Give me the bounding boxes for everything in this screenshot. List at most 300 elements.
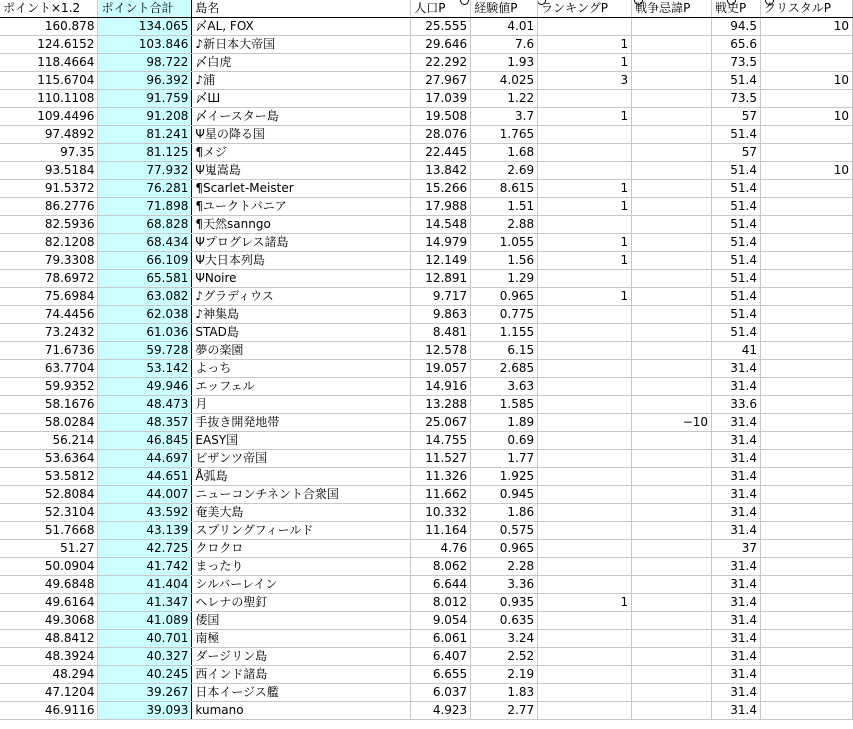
points-x1-2-cell[interactable]: 97.4892 — [0, 126, 98, 144]
population-points-cell[interactable]: 6.037 — [411, 684, 471, 702]
points-x1-2-cell[interactable]: 48.3924 — [0, 648, 98, 666]
crystal-points-cell[interactable] — [761, 216, 853, 234]
war-avoidance-points-cell[interactable] — [632, 252, 712, 270]
points-x1-2-cell[interactable]: 71.6736 — [0, 342, 98, 360]
points-total-cell[interactable]: 61.036 — [98, 324, 192, 342]
points-total-cell[interactable]: 44.697 — [98, 450, 192, 468]
points-x1-2-cell[interactable]: 97.35 — [0, 144, 98, 162]
points-total-cell[interactable]: 40.327 — [98, 648, 192, 666]
experience-points-cell[interactable]: 7.6 — [471, 36, 538, 54]
war-history-points-cell[interactable]: 51.4 — [712, 288, 761, 306]
island-name-cell[interactable]: ニューコンチネント合衆国 — [192, 486, 411, 504]
population-points-cell[interactable]: 22.292 — [411, 54, 471, 72]
crystal-points-cell[interactable] — [761, 702, 853, 720]
population-points-cell[interactable]: 25.067 — [411, 414, 471, 432]
points-x1-2-cell[interactable]: 93.5184 — [0, 162, 98, 180]
war-history-points-cell[interactable]: 57 — [712, 108, 761, 126]
crystal-points-cell[interactable] — [761, 288, 853, 306]
population-points-cell[interactable]: 19.057 — [411, 360, 471, 378]
experience-points-cell[interactable]: 1.155 — [471, 324, 538, 342]
ranking-points-cell[interactable] — [538, 666, 632, 684]
war-avoidance-points-cell[interactable] — [632, 18, 712, 36]
population-points-cell[interactable]: 11.164 — [411, 522, 471, 540]
ranking-points-cell[interactable] — [538, 486, 632, 504]
experience-points-cell[interactable]: 1.29 — [471, 270, 538, 288]
ranking-points-cell[interactable]: 3 — [538, 72, 632, 90]
points-total-cell[interactable]: 43.592 — [98, 504, 192, 522]
war-avoidance-points-cell[interactable] — [632, 234, 712, 252]
population-points-cell[interactable]: 14.548 — [411, 216, 471, 234]
war-avoidance-points-cell[interactable] — [632, 486, 712, 504]
points-x1-2-cell[interactable]: 46.9116 — [0, 702, 98, 720]
experience-points-cell[interactable]: 0.945 — [471, 486, 538, 504]
ranking-points-cell[interactable]: 1 — [538, 594, 632, 612]
ranking-points-cell[interactable] — [538, 702, 632, 720]
war-avoidance-points-cell[interactable] — [632, 270, 712, 288]
island-name-cell[interactable]: Ψ嵬嵩島 — [192, 162, 411, 180]
war-avoidance-points-cell[interactable] — [632, 576, 712, 594]
population-points-cell[interactable]: 8.062 — [411, 558, 471, 576]
points-total-cell[interactable]: 59.728 — [98, 342, 192, 360]
crystal-points-cell[interactable] — [761, 630, 853, 648]
crystal-points-cell[interactable] — [761, 36, 853, 54]
points-x1-2-cell[interactable]: 82.1208 — [0, 234, 98, 252]
experience-points-cell[interactable]: 1.51 — [471, 198, 538, 216]
population-points-cell[interactable]: 27.967 — [411, 72, 471, 90]
points-total-cell[interactable]: 41.089 — [98, 612, 192, 630]
crystal-points-cell[interactable] — [761, 612, 853, 630]
points-total-cell[interactable]: 98.722 — [98, 54, 192, 72]
war-avoidance-points-cell[interactable] — [632, 684, 712, 702]
ranking-points-cell[interactable] — [538, 360, 632, 378]
crystal-points-cell[interactable] — [761, 504, 853, 522]
island-name-cell[interactable]: 〆Ш — [192, 90, 411, 108]
war-history-points-cell[interactable]: 51.4 — [712, 306, 761, 324]
points-total-cell[interactable]: 65.581 — [98, 270, 192, 288]
experience-points-cell[interactable]: 4.01 — [471, 18, 538, 36]
points-total-cell[interactable]: 48.357 — [98, 414, 192, 432]
population-points-cell[interactable]: 11.527 — [411, 450, 471, 468]
header-war-history-points[interactable]: 戦史P — [712, 0, 761, 18]
war-history-points-cell[interactable]: 73.5 — [712, 54, 761, 72]
header-experience-points[interactable]: 経験値P — [471, 0, 538, 18]
experience-points-cell[interactable]: 0.635 — [471, 612, 538, 630]
ranking-points-cell[interactable] — [538, 450, 632, 468]
points-x1-2-cell[interactable]: 74.4456 — [0, 306, 98, 324]
war-history-points-cell[interactable]: 31.4 — [712, 684, 761, 702]
island-name-cell[interactable]: 月 — [192, 396, 411, 414]
island-name-cell[interactable]: 〆イースター島 — [192, 108, 411, 126]
island-name-cell[interactable]: kumano — [192, 702, 411, 720]
island-name-cell[interactable]: Å弧島 — [192, 468, 411, 486]
points-total-cell[interactable]: 40.701 — [98, 630, 192, 648]
war-history-points-cell[interactable]: 51.4 — [712, 162, 761, 180]
island-name-cell[interactable]: 〆AL, FOX — [192, 18, 411, 36]
island-name-cell[interactable]: 奄美大島 — [192, 504, 411, 522]
war-avoidance-points-cell[interactable] — [632, 396, 712, 414]
war-history-points-cell[interactable]: 51.4 — [712, 198, 761, 216]
experience-points-cell[interactable]: 2.88 — [471, 216, 538, 234]
island-name-cell[interactable]: ビザンツ帝国 — [192, 450, 411, 468]
points-x1-2-cell[interactable]: 49.6164 — [0, 594, 98, 612]
experience-points-cell[interactable]: 3.63 — [471, 378, 538, 396]
war-history-points-cell[interactable]: 31.4 — [712, 378, 761, 396]
ranking-points-cell[interactable]: 1 — [538, 180, 632, 198]
island-name-cell[interactable]: ¶ユークトバニア — [192, 198, 411, 216]
ranking-points-cell[interactable] — [538, 576, 632, 594]
island-name-cell[interactable]: Ψプログレス諸島 — [192, 234, 411, 252]
population-points-cell[interactable]: 25.555 — [411, 18, 471, 36]
war-avoidance-points-cell[interactable] — [632, 702, 712, 720]
ranking-points-cell[interactable] — [538, 324, 632, 342]
crystal-points-cell[interactable] — [761, 378, 853, 396]
experience-points-cell[interactable]: 1.765 — [471, 126, 538, 144]
ranking-points-cell[interactable]: 1 — [538, 234, 632, 252]
population-points-cell[interactable]: 6.655 — [411, 666, 471, 684]
island-name-cell[interactable]: シルバーレイン — [192, 576, 411, 594]
war-history-points-cell[interactable]: 94.5 — [712, 18, 761, 36]
population-points-cell[interactable]: 12.891 — [411, 270, 471, 288]
points-x1-2-cell[interactable]: 118.4664 — [0, 54, 98, 72]
points-total-cell[interactable]: 63.082 — [98, 288, 192, 306]
crystal-points-cell[interactable] — [761, 468, 853, 486]
crystal-points-cell[interactable] — [761, 522, 853, 540]
points-x1-2-cell[interactable]: 73.2432 — [0, 324, 98, 342]
war-avoidance-points-cell[interactable] — [632, 342, 712, 360]
points-x1-2-cell[interactable]: 110.1108 — [0, 90, 98, 108]
ranking-points-cell[interactable] — [538, 162, 632, 180]
war-avoidance-points-cell[interactable] — [632, 288, 712, 306]
population-points-cell[interactable]: 17.988 — [411, 198, 471, 216]
war-history-points-cell[interactable]: 31.4 — [712, 612, 761, 630]
points-x1-2-cell[interactable]: 47.1204 — [0, 684, 98, 702]
points-x1-2-cell[interactable]: 50.0904 — [0, 558, 98, 576]
island-name-cell[interactable]: ¶天然sanngo — [192, 216, 411, 234]
experience-points-cell[interactable]: 1.925 — [471, 468, 538, 486]
crystal-points-cell[interactable]: 10 — [761, 72, 853, 90]
ranking-points-cell[interactable] — [538, 306, 632, 324]
points-total-cell[interactable]: 68.828 — [98, 216, 192, 234]
island-name-cell[interactable]: Ψ星の降る国 — [192, 126, 411, 144]
points-x1-2-cell[interactable]: 48.294 — [0, 666, 98, 684]
crystal-points-cell[interactable] — [761, 270, 853, 288]
ranking-points-cell[interactable] — [538, 540, 632, 558]
war-history-points-cell[interactable]: 73.5 — [712, 90, 761, 108]
ranking-points-cell[interactable] — [538, 342, 632, 360]
population-points-cell[interactable]: 9.054 — [411, 612, 471, 630]
island-name-cell[interactable]: ダージリン島 — [192, 648, 411, 666]
points-total-cell[interactable]: 41.404 — [98, 576, 192, 594]
experience-points-cell[interactable]: 4.025 — [471, 72, 538, 90]
points-x1-2-cell[interactable]: 79.3308 — [0, 252, 98, 270]
population-points-cell[interactable]: 13.288 — [411, 396, 471, 414]
ranking-points-cell[interactable] — [538, 396, 632, 414]
crystal-points-cell[interactable] — [761, 198, 853, 216]
population-points-cell[interactable]: 15.266 — [411, 180, 471, 198]
experience-points-cell[interactable]: 1.83 — [471, 684, 538, 702]
header-island-name[interactable]: 島名 — [192, 0, 411, 18]
island-name-cell[interactable]: よっち — [192, 360, 411, 378]
points-x1-2-cell[interactable]: 51.7668 — [0, 522, 98, 540]
war-history-points-cell[interactable]: 31.4 — [712, 450, 761, 468]
war-history-points-cell[interactable]: 51.4 — [712, 126, 761, 144]
population-points-cell[interactable]: 11.326 — [411, 468, 471, 486]
war-history-points-cell[interactable]: 31.4 — [712, 522, 761, 540]
war-avoidance-points-cell[interactable] — [632, 54, 712, 72]
experience-points-cell[interactable]: 0.575 — [471, 522, 538, 540]
points-total-cell[interactable]: 66.109 — [98, 252, 192, 270]
population-points-cell[interactable]: 29.646 — [411, 36, 471, 54]
points-total-cell[interactable]: 68.434 — [98, 234, 192, 252]
war-avoidance-points-cell[interactable] — [632, 504, 712, 522]
points-x1-2-cell[interactable]: 48.8412 — [0, 630, 98, 648]
population-points-cell[interactable]: 6.644 — [411, 576, 471, 594]
war-avoidance-points-cell[interactable] — [632, 90, 712, 108]
population-points-cell[interactable]: 17.039 — [411, 90, 471, 108]
war-history-points-cell[interactable]: 31.4 — [712, 576, 761, 594]
population-points-cell[interactable]: 11.662 — [411, 486, 471, 504]
points-x1-2-cell[interactable]: 52.8084 — [0, 486, 98, 504]
population-points-cell[interactable]: 14.755 — [411, 432, 471, 450]
crystal-points-cell[interactable]: 10 — [761, 108, 853, 126]
island-name-cell[interactable]: ヘレナの聖釘 — [192, 594, 411, 612]
points-x1-2-cell[interactable]: 52.3104 — [0, 504, 98, 522]
crystal-points-cell[interactable] — [761, 684, 853, 702]
points-total-cell[interactable]: 39.267 — [98, 684, 192, 702]
population-points-cell[interactable]: 6.407 — [411, 648, 471, 666]
war-avoidance-points-cell[interactable] — [632, 468, 712, 486]
experience-points-cell[interactable]: 0.965 — [471, 540, 538, 558]
ranking-points-cell[interactable]: 1 — [538, 54, 632, 72]
island-name-cell[interactable]: 夢の楽園 — [192, 342, 411, 360]
points-x1-2-cell[interactable]: 56.214 — [0, 432, 98, 450]
points-total-cell[interactable]: 76.281 — [98, 180, 192, 198]
points-x1-2-cell[interactable]: 58.1676 — [0, 396, 98, 414]
experience-points-cell[interactable]: 2.52 — [471, 648, 538, 666]
ranking-points-cell[interactable] — [538, 648, 632, 666]
points-total-cell[interactable]: 43.139 — [98, 522, 192, 540]
points-x1-2-cell[interactable]: 160.878 — [0, 18, 98, 36]
crystal-points-cell[interactable] — [761, 306, 853, 324]
population-points-cell[interactable]: 8.481 — [411, 324, 471, 342]
war-history-points-cell[interactable]: 51.4 — [712, 72, 761, 90]
header-war-avoidance-points[interactable]: 戦争忌諱P — [632, 0, 712, 18]
crystal-points-cell[interactable] — [761, 360, 853, 378]
war-history-points-cell[interactable]: 51.4 — [712, 234, 761, 252]
experience-points-cell[interactable]: 3.36 — [471, 576, 538, 594]
ranking-points-cell[interactable] — [538, 522, 632, 540]
crystal-points-cell[interactable] — [761, 234, 853, 252]
ranking-points-cell[interactable] — [538, 414, 632, 432]
ranking-points-cell[interactable] — [538, 216, 632, 234]
island-name-cell[interactable]: エッフェル — [192, 378, 411, 396]
war-avoidance-points-cell[interactable] — [632, 216, 712, 234]
points-total-cell[interactable]: 40.245 — [98, 666, 192, 684]
war-avoidance-points-cell[interactable] — [632, 360, 712, 378]
points-total-cell[interactable]: 42.725 — [98, 540, 192, 558]
war-history-points-cell[interactable]: 31.4 — [712, 594, 761, 612]
population-points-cell[interactable]: 9.863 — [411, 306, 471, 324]
experience-points-cell[interactable]: 0.935 — [471, 594, 538, 612]
war-avoidance-points-cell[interactable] — [632, 126, 712, 144]
island-name-cell[interactable]: 手抜き開発地帯 — [192, 414, 411, 432]
ranking-points-cell[interactable]: 1 — [538, 288, 632, 306]
island-name-cell[interactable]: 西インド諸島 — [192, 666, 411, 684]
island-name-cell[interactable]: EASY国 — [192, 432, 411, 450]
war-history-points-cell[interactable]: 33.6 — [712, 396, 761, 414]
points-x1-2-cell[interactable]: 124.6152 — [0, 36, 98, 54]
crystal-points-cell[interactable] — [761, 486, 853, 504]
population-points-cell[interactable]: 9.717 — [411, 288, 471, 306]
war-history-points-cell[interactable]: 31.4 — [712, 468, 761, 486]
population-points-cell[interactable]: 4.923 — [411, 702, 471, 720]
experience-points-cell[interactable]: 1.055 — [471, 234, 538, 252]
war-avoidance-points-cell[interactable]: −10 — [632, 414, 712, 432]
points-total-cell[interactable]: 62.038 — [98, 306, 192, 324]
island-name-cell[interactable]: ♪浦 — [192, 72, 411, 90]
war-history-points-cell[interactable]: 51.4 — [712, 180, 761, 198]
points-x1-2-cell[interactable]: 91.5372 — [0, 180, 98, 198]
crystal-points-cell[interactable] — [761, 342, 853, 360]
war-history-points-cell[interactable]: 31.4 — [712, 486, 761, 504]
crystal-points-cell[interactable] — [761, 666, 853, 684]
experience-points-cell[interactable]: 1.93 — [471, 54, 538, 72]
war-avoidance-points-cell[interactable] — [632, 180, 712, 198]
population-points-cell[interactable]: 14.979 — [411, 234, 471, 252]
island-name-cell[interactable]: ΨNoire — [192, 270, 411, 288]
points-total-cell[interactable]: 44.007 — [98, 486, 192, 504]
crystal-points-cell[interactable] — [761, 576, 853, 594]
war-avoidance-points-cell[interactable] — [632, 36, 712, 54]
crystal-points-cell[interactable]: 10 — [761, 162, 853, 180]
points-x1-2-cell[interactable]: 49.3068 — [0, 612, 98, 630]
crystal-points-cell[interactable] — [761, 432, 853, 450]
island-name-cell[interactable]: STAD島 — [192, 324, 411, 342]
ranking-points-cell[interactable]: 1 — [538, 198, 632, 216]
crystal-points-cell[interactable]: 10 — [761, 18, 853, 36]
experience-points-cell[interactable]: 1.89 — [471, 414, 538, 432]
header-points-x1-2[interactable]: ポイント×1.2 — [0, 0, 98, 18]
points-total-cell[interactable]: 49.946 — [98, 378, 192, 396]
population-points-cell[interactable]: 12.149 — [411, 252, 471, 270]
ranking-points-cell[interactable] — [538, 270, 632, 288]
population-points-cell[interactable]: 6.061 — [411, 630, 471, 648]
points-total-cell[interactable]: 134.065 — [98, 18, 192, 36]
island-name-cell[interactable]: クロクロ — [192, 540, 411, 558]
points-total-cell[interactable]: 46.845 — [98, 432, 192, 450]
points-total-cell[interactable]: 44.651 — [98, 468, 192, 486]
island-name-cell[interactable]: ¶メジ — [192, 144, 411, 162]
island-name-cell[interactable]: ♪神集島 — [192, 306, 411, 324]
crystal-points-cell[interactable] — [761, 54, 853, 72]
experience-points-cell[interactable]: 2.28 — [471, 558, 538, 576]
points-x1-2-cell[interactable]: 49.6848 — [0, 576, 98, 594]
points-x1-2-cell[interactable]: 53.5812 — [0, 468, 98, 486]
points-total-cell[interactable]: 96.392 — [98, 72, 192, 90]
population-points-cell[interactable]: 10.332 — [411, 504, 471, 522]
war-avoidance-points-cell[interactable] — [632, 432, 712, 450]
ranking-points-cell[interactable] — [538, 378, 632, 396]
header-population-points[interactable]: 人口P — [411, 0, 471, 18]
points-total-cell[interactable]: 48.473 — [98, 396, 192, 414]
population-points-cell[interactable]: 4.76 — [411, 540, 471, 558]
experience-points-cell[interactable]: 1.86 — [471, 504, 538, 522]
crystal-points-cell[interactable] — [761, 180, 853, 198]
war-avoidance-points-cell[interactable] — [632, 162, 712, 180]
points-x1-2-cell[interactable]: 59.9352 — [0, 378, 98, 396]
points-total-cell[interactable]: 103.846 — [98, 36, 192, 54]
crystal-points-cell[interactable] — [761, 558, 853, 576]
points-total-cell[interactable]: 91.759 — [98, 90, 192, 108]
ranking-points-cell[interactable] — [538, 684, 632, 702]
ranking-points-cell[interactable] — [538, 126, 632, 144]
war-history-points-cell[interactable]: 31.4 — [712, 558, 761, 576]
header-points-total[interactable]: ポイント合計 — [98, 0, 192, 18]
points-total-cell[interactable]: 81.241 — [98, 126, 192, 144]
experience-points-cell[interactable]: 6.15 — [471, 342, 538, 360]
population-points-cell[interactable]: 22.445 — [411, 144, 471, 162]
crystal-points-cell[interactable] — [761, 90, 853, 108]
island-name-cell[interactable]: 倭国 — [192, 612, 411, 630]
ranking-points-cell[interactable] — [538, 504, 632, 522]
population-points-cell[interactable]: 19.508 — [411, 108, 471, 126]
points-x1-2-cell[interactable]: 115.6704 — [0, 72, 98, 90]
experience-points-cell[interactable]: 8.615 — [471, 180, 538, 198]
ranking-points-cell[interactable] — [538, 144, 632, 162]
island-name-cell[interactable]: 南極 — [192, 630, 411, 648]
points-total-cell[interactable]: 81.125 — [98, 144, 192, 162]
ranking-points-cell[interactable] — [538, 612, 632, 630]
experience-points-cell[interactable]: 1.22 — [471, 90, 538, 108]
war-avoidance-points-cell[interactable] — [632, 522, 712, 540]
ranking-points-cell[interactable] — [538, 468, 632, 486]
war-history-points-cell[interactable]: 51.4 — [712, 270, 761, 288]
war-avoidance-points-cell[interactable] — [632, 558, 712, 576]
experience-points-cell[interactable]: 2.19 — [471, 666, 538, 684]
island-name-cell[interactable]: 〆白虎 — [192, 54, 411, 72]
crystal-points-cell[interactable] — [761, 252, 853, 270]
ranking-points-cell[interactable] — [538, 18, 632, 36]
points-total-cell[interactable]: 53.142 — [98, 360, 192, 378]
ranking-points-cell[interactable] — [538, 90, 632, 108]
points-total-cell[interactable]: 77.932 — [98, 162, 192, 180]
crystal-points-cell[interactable] — [761, 594, 853, 612]
points-total-cell[interactable]: 41.347 — [98, 594, 192, 612]
experience-points-cell[interactable]: 1.77 — [471, 450, 538, 468]
experience-points-cell[interactable]: 2.685 — [471, 360, 538, 378]
crystal-points-cell[interactable] — [761, 450, 853, 468]
war-history-points-cell[interactable]: 31.4 — [712, 666, 761, 684]
war-avoidance-points-cell[interactable] — [632, 630, 712, 648]
war-history-points-cell[interactable]: 31.4 — [712, 702, 761, 720]
war-avoidance-points-cell[interactable] — [632, 666, 712, 684]
crystal-points-cell[interactable] — [761, 648, 853, 666]
crystal-points-cell[interactable] — [761, 324, 853, 342]
crystal-points-cell[interactable] — [761, 540, 853, 558]
points-x1-2-cell[interactable]: 78.6972 — [0, 270, 98, 288]
ranking-points-cell[interactable]: 1 — [538, 108, 632, 126]
war-avoidance-points-cell[interactable] — [632, 324, 712, 342]
experience-points-cell[interactable]: 3.24 — [471, 630, 538, 648]
island-name-cell[interactable]: ♪グラディウス — [192, 288, 411, 306]
war-avoidance-points-cell[interactable] — [632, 612, 712, 630]
points-x1-2-cell[interactable]: 86.2776 — [0, 198, 98, 216]
ranking-points-cell[interactable] — [538, 432, 632, 450]
war-avoidance-points-cell[interactable] — [632, 450, 712, 468]
crystal-points-cell[interactable] — [761, 144, 853, 162]
island-name-cell[interactable]: Ψ大日本列島 — [192, 252, 411, 270]
war-history-points-cell[interactable]: 57 — [712, 144, 761, 162]
